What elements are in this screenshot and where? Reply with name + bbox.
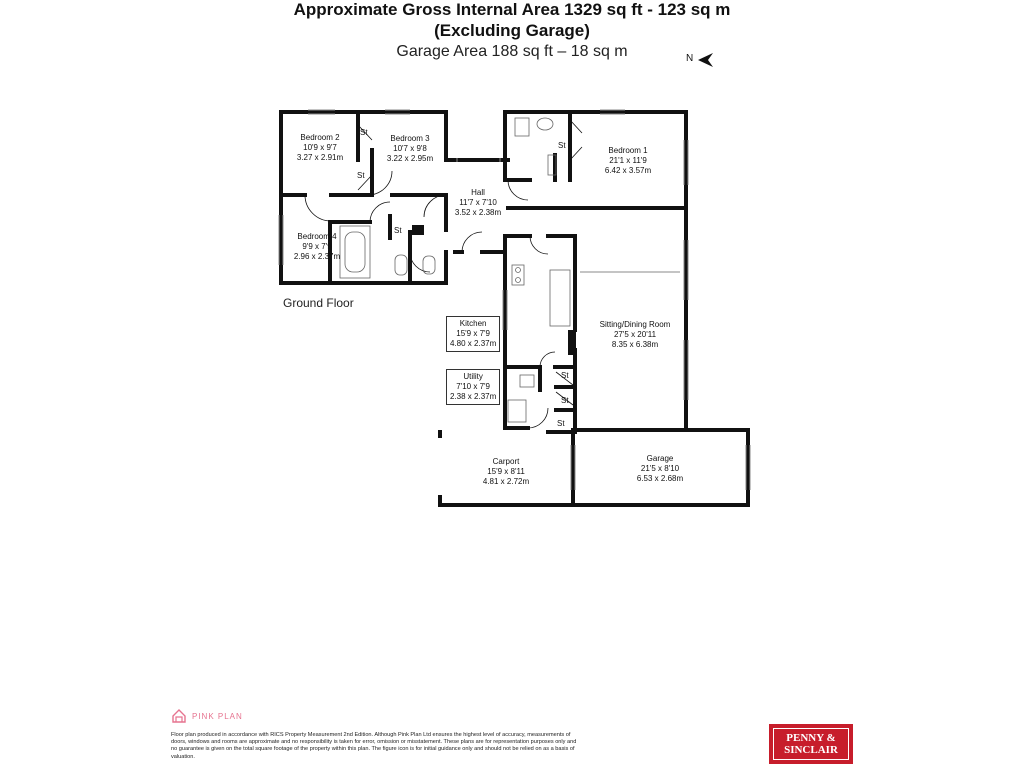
brand-line-2: SINCLAIR [784,744,838,756]
compass-label: N [686,53,694,64]
pink-plan-logo [171,708,243,724]
room-kitchen: Kitchen 15'9 x 7'9 4.80 x 2.37m [446,316,500,352]
storage-label: St [561,396,569,405]
garage-area: Garage Area 188 sq ft – 18 sq m [396,43,628,60]
brand-line-1: PENNY & [786,732,836,744]
storage-label: St [558,141,566,150]
room-bedroom-4: Bedroom 4 9'9 x 7'9 2.96 x 2.37m [293,232,341,261]
room-hall: Hall 11'7 x 7'10 3.52 x 2.38m [454,188,502,217]
room-bedroom-3: Bedroom 3 10'7 x 9'8 3.22 x 2.95m [386,134,434,163]
house-logo-icon [171,708,187,724]
agent-logo [769,724,853,764]
logo-text: PINK PLAN [192,711,243,721]
room-bedroom-1: Bedroom 1 21'1 x 11'9 6.42 x 3.57m [604,146,652,175]
floor-label: Ground Floor [283,296,354,310]
room-utility: Utility 7'10 x 7'9 2.38 x 2.37m [446,369,500,405]
room-garage: Garage 21'5 x 8'10 6.53 x 2.68m [636,454,684,483]
storage-label: St [394,226,402,235]
area-title: Approximate Gross Internal Area 1329 sq ft - 123 sq m [293,0,731,19]
disclaimer: Floor plan produced in accordance with RICS Property Measurement 2nd Edition. Although Pink Plan Ltd ensures the highest level of accuracy, measurements of doors, windows and rooms are approximate and no responsibility is taken for error, omission or misstatement. These plans are for representation purposes only and no guarantee is given on the total square footage of the property within this plan. The figure icon is for initial guidance only and should not be relied on as a basis of valuation. [171,732,577,760]
room-bedroom-2: Bedroom 2 10'9 x 9'7 3.27 x 2.91m [296,133,344,162]
area-subtitle: (Excluding Garage) [434,21,590,40]
storage-label: St [357,171,365,180]
room-sitting-dining: Sitting/Dining Room 27'5 x 20'11 8.35 x 6.38m [599,320,671,349]
storage-label: St [557,419,565,428]
storage-label: St [561,371,569,380]
storage-label: St [360,128,368,137]
room-carport: Carport 15'9 x 8'11 4.81 x 2.72m [482,457,530,486]
